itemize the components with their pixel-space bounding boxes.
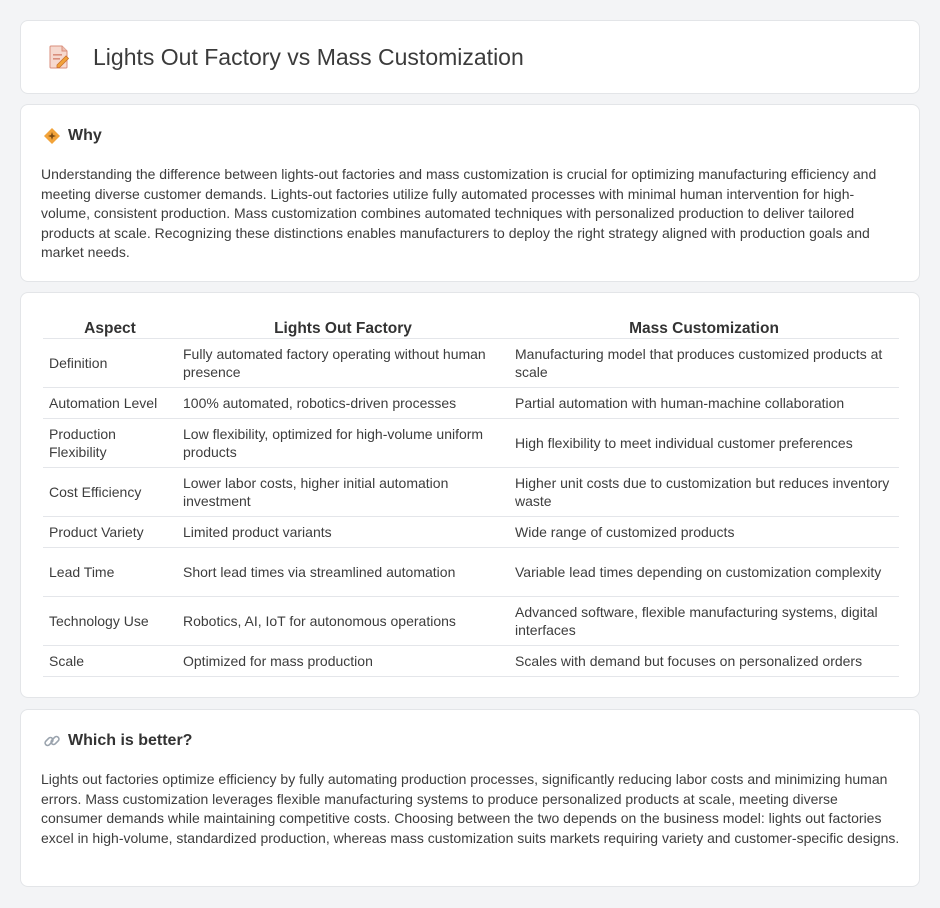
table-row: [43, 596, 899, 645]
which-better-card: [20, 709, 920, 887]
comparison-card: [20, 292, 920, 698]
table-row: [43, 467, 899, 516]
cell-aspect: Product Variety: [43, 516, 177, 547]
cell-aspect: Lead Time: [43, 547, 177, 596]
header-lights-out-factory: Lights Out Factory: [274, 319, 412, 337]
cell-mass-custom: Wide range of customized products: [509, 516, 899, 547]
cell-lights-out: Limited product variants: [177, 516, 509, 547]
cell-mass-custom: High flexibility to meet individual customer preferences: [509, 418, 899, 467]
cell-mass-custom: Partial automation with human-machine collaboration: [509, 387, 899, 418]
header-aspect: Aspect: [84, 319, 136, 337]
table-row: [43, 645, 899, 676]
table-row: [43, 516, 899, 547]
cell-aspect: Definition: [43, 338, 177, 387]
cell-aspect: Cost Efficiency: [43, 467, 177, 516]
table-row: [43, 547, 899, 596]
cell-lights-out: Lower labor costs, higher initial automation investment: [177, 467, 509, 516]
sparkle-diamond-icon: [43, 127, 61, 145]
cell-aspect: Production Flexibility: [43, 418, 177, 467]
cell-lights-out: Robotics, AI, IoT for autonomous operations: [177, 596, 509, 645]
header-mass-customization: Mass Customization: [629, 319, 779, 337]
table-row: [43, 338, 899, 387]
cell-lights-out: 100% automated, robotics-driven processes: [177, 387, 509, 418]
cell-lights-out: Optimized for mass production: [177, 645, 509, 676]
why-heading-row: [43, 127, 102, 145]
comparison-table: [43, 315, 899, 677]
cell-mass-custom: Advanced software, flexible manufacturing systems, digital interfaces: [509, 596, 899, 645]
cell-mass-custom: Scales with demand but focuses on personalized orders: [509, 645, 899, 676]
cell-aspect: Scale: [43, 645, 177, 676]
cell-lights-out: Low flexibility, optimized for high-volume uniform products: [177, 418, 509, 467]
page-title: Lights Out Factory vs Mass Customization: [93, 43, 524, 70]
why-card: [20, 104, 920, 282]
table-row: [43, 418, 899, 467]
cell-mass-custom: Higher unit costs due to customization but reduces inventory waste: [509, 467, 899, 516]
why-text: Understanding the difference between lights-out factories and mass customization is crucial for optimizing manufacturing efficiency and meeting diverse customer demands. Lights-out factories utilize fully automated processes with minimal human intervention for high-volume, consistent production. Mass customization combines automated techniques with personalized production to deliver tailored products at scale. Recognizing these distinctions enables manufacturers to deploy the right strategy aligned with production goals and market needs.: [41, 166, 877, 261]
title-card: [20, 20, 920, 94]
cell-mass-custom: Variable lead times depending on customization complexity: [509, 547, 899, 596]
cell-lights-out: Short lead times via streamlined automation: [177, 547, 509, 596]
better-heading: Which is better?: [68, 732, 193, 749]
better-heading-row: [43, 732, 192, 750]
cell-mass-custom: Manufacturing model that produces customized products at scale: [509, 338, 899, 387]
table-header-row: [43, 315, 899, 338]
why-heading: Why: [68, 127, 102, 144]
better-text: Lights out factories optimize efficiency by fully automating production processes, significantly reducing labor costs and minimizing human errors. Mass customization leverages flexible manufacturing systems to produce personalized products at scale, meeting diverse consumer demands while maintaining competitive costs. Choosing between the two depends on the business model: lights out factories excel in high-volume, standardized production, whereas mass customization suits markets requiring variety and customer-specific designs.: [41, 771, 900, 846]
document-edit-icon: [45, 43, 73, 71]
cell-aspect: Technology Use: [43, 596, 177, 645]
table-row: [43, 387, 899, 418]
cell-lights-out: Fully automated factory operating without human presence: [177, 338, 509, 387]
link-icon: [43, 732, 61, 750]
cell-aspect: Automation Level: [43, 387, 177, 418]
